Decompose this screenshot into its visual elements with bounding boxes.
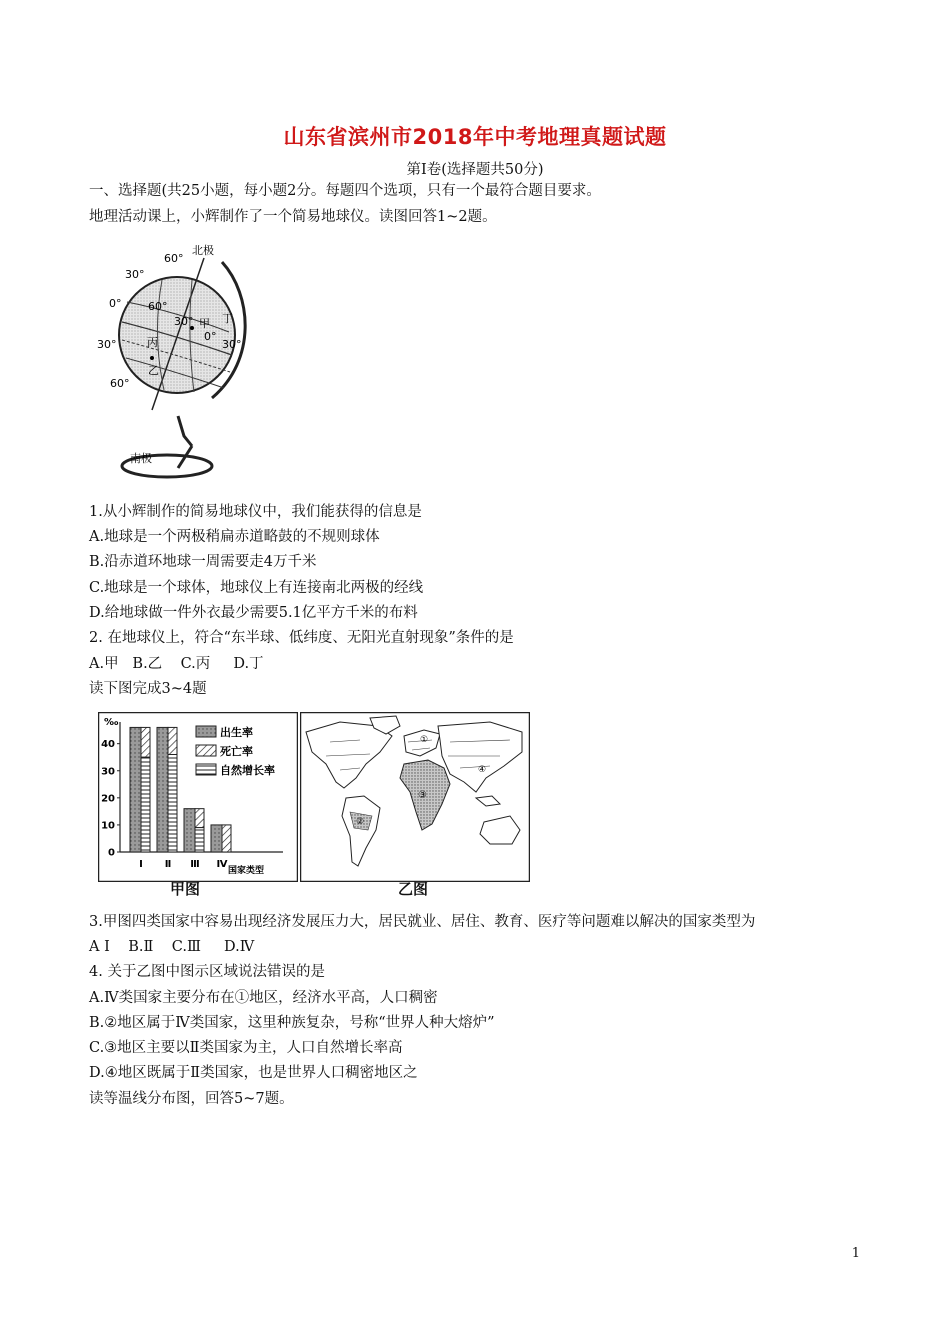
q1-option-b: B.沿赤道环地球一周需要走4万千米	[89, 554, 317, 570]
y-tick-label: 30	[101, 766, 115, 778]
q3-stem: 3.甲图四类国家中容易出现经济发展压力大，居民就业、居住、教育、医疗等问题难以解决的国家类型为	[89, 914, 756, 930]
inner-60-label: 60°	[148, 300, 168, 313]
place-bing: 丙	[147, 336, 158, 349]
bar-birth-rate	[130, 727, 141, 852]
bar-death-rate	[222, 825, 231, 852]
lat-0-label: 0°	[109, 297, 122, 310]
place-ding: 丁	[222, 312, 233, 325]
lat-60s-label: 60°	[110, 377, 130, 390]
page-title: 山东省滨州市2018年中考地理真题试题	[283, 125, 667, 149]
read-instruction-5-7: 读等温线分布图，回答5~7题。	[89, 1091, 294, 1107]
x-tick-label: Ⅳ	[216, 859, 228, 870]
legend-label: 死亡率	[220, 745, 253, 758]
south-pole-label: 南极	[130, 452, 152, 465]
globe-figure	[92, 240, 262, 485]
q1-stem: 1.从小辉制作的简易地球仪中，我们能获得的信息是	[89, 504, 422, 520]
q4-option-b: B.②地区属于Ⅳ类国家，这里种族复杂，号称“世界人种大熔炉”	[89, 1015, 495, 1031]
q4-option-a: A.Ⅳ类国家主要分布在①地区，经济水平高，人口稠密	[89, 990, 438, 1006]
q2-options: A.甲 B.乙 C.丙 D.丁	[89, 656, 264, 672]
inner-30-label: 30°	[174, 315, 194, 328]
chart-caption: 甲图	[170, 880, 201, 898]
inner-0-label: 0°	[204, 330, 217, 343]
chart-ylabel: ‰	[104, 717, 119, 728]
jia-bar-chart	[98, 712, 298, 882]
bar-birth-rate	[184, 809, 195, 852]
q1-option-a: A.地球是一个两极稍扁赤道略鼓的不规则球体	[89, 529, 380, 545]
map-region-1: ①	[420, 735, 429, 745]
map-region-2: ②	[356, 817, 365, 827]
read-instruction-3-4: 读下图完成3~4题	[89, 681, 207, 697]
y-tick-label: 20	[101, 793, 115, 805]
bar-birth-rate	[157, 727, 168, 852]
x-tick-label: Ⅱ	[164, 859, 172, 870]
place-jia: 甲	[199, 317, 210, 330]
yi-world-map	[300, 712, 530, 882]
legend-swatch	[196, 726, 216, 737]
q4-stem: 4. 关于乙图中图示区域说法错误的是	[89, 964, 325, 980]
q3-options: A Ⅰ B.Ⅱ C.Ⅲ D.Ⅳ	[89, 939, 255, 955]
y-tick-label: 10	[101, 820, 115, 832]
y-tick-label: 40	[101, 739, 115, 751]
q4-option-c: C.③地区主要以Ⅱ类国家为主，人口自然增长率高	[89, 1040, 403, 1056]
y-tick-label: 0	[108, 847, 115, 859]
legend-swatch	[196, 764, 216, 775]
map-region-3: ③	[418, 790, 427, 801]
bar-death-rate	[141, 727, 150, 757]
bar-natural-growth-rate	[141, 757, 150, 852]
page-number: 1	[851, 1246, 860, 1261]
x-tick-label: Ⅲ	[190, 859, 200, 870]
section-subtitle: 第Ⅰ卷(选择题共50分)	[406, 162, 544, 178]
legend-swatch	[196, 745, 216, 756]
bar-birth-rate	[211, 825, 222, 852]
x-tick-label: Ⅰ	[139, 859, 143, 870]
lat-30s-label: 30°	[97, 338, 117, 351]
lat-30n-label: 30°	[125, 268, 145, 281]
map-region-4: ④	[478, 765, 487, 775]
place-yi: 乙	[148, 364, 159, 377]
north-pole-label: 北极	[192, 244, 214, 257]
bar-natural-growth-rate	[195, 828, 204, 852]
q1-option-c: C.地球是一个球体，地球仪上有连接南北两极的经线	[89, 580, 424, 596]
map-caption: 乙图	[398, 880, 429, 898]
intro-line-2: 地理活动课上，小辉制作了一个简易地球仪。读图回答1~2题。	[89, 209, 497, 225]
q2-stem: 2. 在地球仪上，符合“东半球、低纬度、无阳光直射现象”条件的是	[89, 630, 514, 646]
bar-natural-growth-rate	[168, 755, 177, 853]
inner-30e-label: 30°	[222, 338, 242, 351]
intro-line-1: 一、选择题(共25小题，每小题2分。每题四个选项，只有一个最符合题目要求。	[89, 183, 601, 199]
lat-60n-label: 60°	[164, 252, 184, 265]
legend-label: 自然增长率	[220, 764, 275, 777]
bar-death-rate	[168, 727, 177, 754]
q4-option-d: D.④地区既属于Ⅱ类国家，也是世界人口稠密地区之	[89, 1065, 418, 1081]
legend-label: 出生率	[220, 726, 253, 739]
chart-x-axis-title: 国家类型	[228, 866, 265, 876]
q1-option-d: D.给地球做一件外衣最少需要5.1亿平方千米的布料	[89, 605, 418, 621]
bar-death-rate	[195, 809, 204, 828]
